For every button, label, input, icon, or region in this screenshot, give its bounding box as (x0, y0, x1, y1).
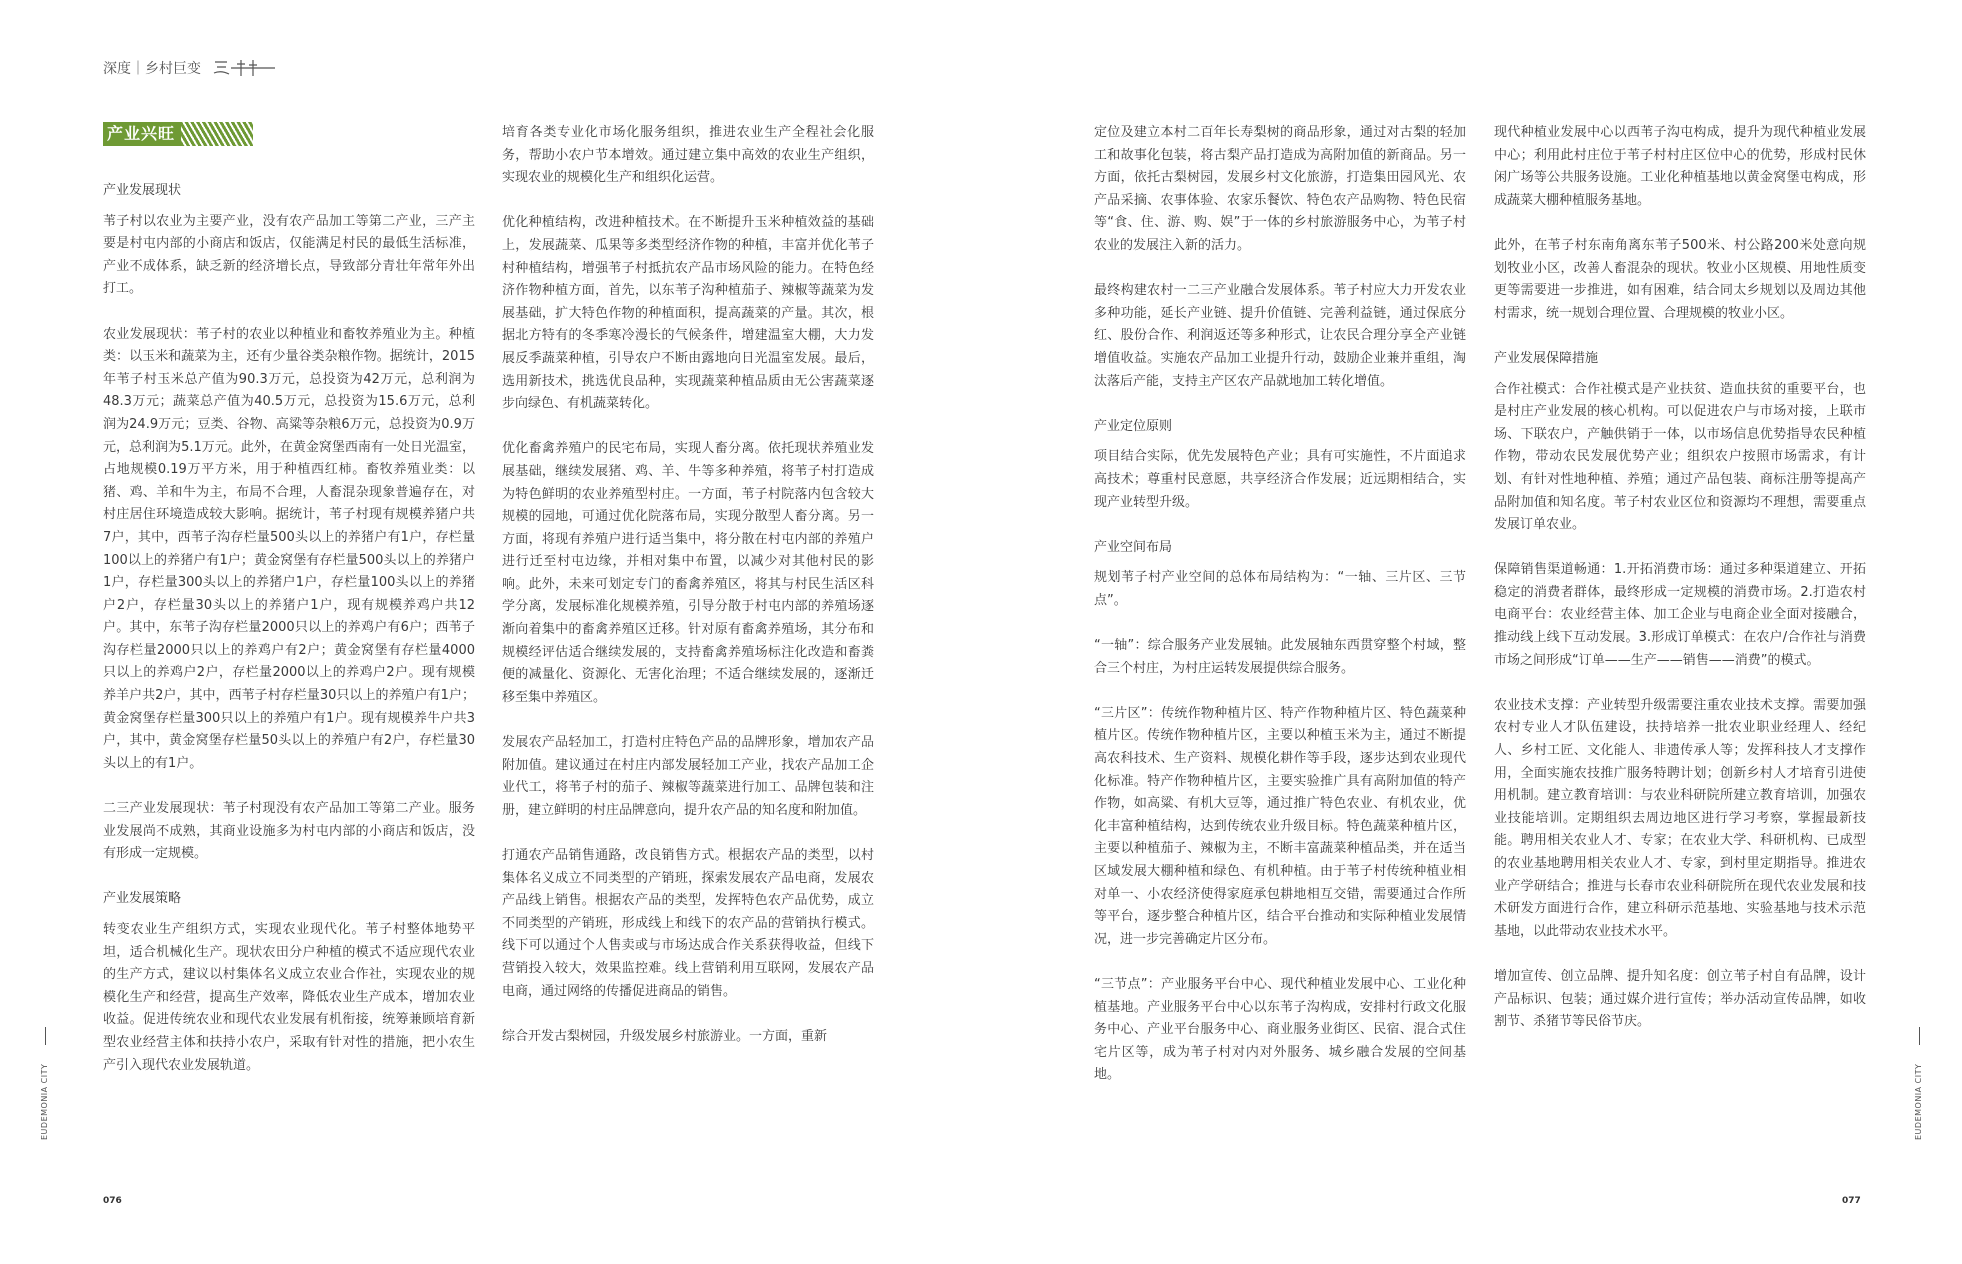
paragraph: 综合开发古梨树园，升级发展乡村旅游业。一方面，重新 (502, 1028, 828, 1044)
side-label-left: EUDEMONIA CITY (40, 1063, 49, 1140)
section-title-stripes (181, 122, 253, 146)
text-column-3 (1094, 122, 1466, 1110)
paragraph: 增加宣传、创立品牌、提升知名度：创立苇子村自有品牌，设计产品标识、包装；通过媒介进行宣传；举办活动宣传品牌，如收割节、杀猪节等民俗节庆。 (1494, 968, 1866, 1030)
subheading: 产业空间布局 (1094, 539, 1173, 555)
paragraph: 规划苇子村产业空间的总体布局结构为：“一轴、三片区、三节点”。 (1094, 570, 1466, 608)
paragraph: 发展农产品轻加工，打造村庄特色产品的品牌形象，增加农产品附加值。建议通过在村庄内部发展轻加工产业，找农产品加工企业代工，将苇子村的茄子、辣椒等蔬菜进行加工、品牌包装和注册，建立鲜明的村庄品牌意向，提升农产品的知名度和附加值。 (502, 735, 874, 818)
header-label: 深度｜乡村巨变 (103, 61, 201, 77)
margin-tick-left (45, 1027, 46, 1045)
page-number-right: 077 (1842, 1196, 1861, 1206)
paragraph: 转变农业生产组织方式，实现农业现代化。苇子村整体地势平坦，适合机械化生产。现状农田分户种植的模式不适应现代农业的生产方式，建议以村集体名义成立农业合作社，实现农业的规模化生产和经营，提高生产效率，降低农业生产成本，增加农业收益。促进传统农业和现代农业发展有机衔接，统筹兼顾培育新型农业经营主体和扶持小农户，采取有针对性的措施，把小农生产引入现代农业发展轨道。 (103, 922, 475, 1073)
paragraph: “一轴”：综合服务产业发展轴。此发展轴东西贯穿整个村域，整合三个村庄，为村庄运转发展提供综合服务。 (1094, 638, 1466, 676)
text-column-2 (502, 122, 874, 1071)
section-title-bar (103, 122, 253, 146)
subheading: 产业发展保障措施 (1494, 350, 1599, 366)
paragraph: 最终构建农村一二三产业融合发展体系。苇子村应大力开发农业多种功能，延长产业链、提升价值链、完善利益链，通过保底分红、股份合作、利润返还等多种形式，让农民合理分享全产业链增值收益。实施农产品加工业提升行动，鼓励企业兼并重组，淘汰落后产能，支持主产区农产品就地加工转化增值。 (1094, 283, 1466, 389)
subheading: 产业定位原则 (1094, 418, 1173, 434)
paragraph: 培育各类专业化市场化服务组织，推进农业生产全程社会化服务，帮助小农户节本增效。通过建立集中高效的农业生产组织，实现农业的规模化生产和组织化运营。 (502, 125, 874, 186)
paragraph: 定位及建立本村二百年长寿梨树的商品形象，通过对古梨的轻加工和故事化包装，将古梨产品打造成为高附加值的新商品。另一方面，依托古梨树园，发展乡村文化旅游，打造集田园风光、农产品采摘、农事体验、农家乐餐饮、特色农产品购物、特色民宿等“食、住、游、购、娱”于一体的乡村旅游服务中心，为苇子村农业的发展注入新的活力。 (1094, 125, 1466, 253)
paragraph: 合作社模式：合作社模式是产业扶贫、造血扶贫的重要平台，也是村庄产业发展的核心机构。可以促进农户与市场对接，上联市场、下联农户，产触供销于一体，以市场信息优势指导农民种植作物，带动农民发展优势产业；组织农户按照市场需求，有计划、有针对性地种植、养殖；通过产品包装、商标注册等提高产品附加值和知名度。苇子村农业区位和资源均不理想，需要重点发展订单农业。 (1494, 381, 1866, 533)
page-number-left: 076 (103, 1196, 122, 1206)
paragraph: 优化种植结构，改进种植技术。在不断提升玉米种植效益的基础上，发展蔬菜、瓜果等多类型经济作物的种植，丰富并优化苇子村种植结构，增强苇子村抵抗农产品市场风险的能力。在特色经济作物种植方面，首先，以东苇子沟种植茄子、辣椒等蔬菜为发展基础，扩大特色作物的种植面积，提高蔬菜的产量。其次，根据北方特有的冬季寒冷漫长的气候条件，增建温室大棚，大力发展反季蔬菜种植，引导农户不断由露地向日光温室发展。最后，选用新技术，挑选优良品种，实现蔬菜种植品质由无公害蔬菜逐步向绿色、有机蔬菜转化。 (502, 215, 874, 412)
paragraph: 保障销售渠道畅通：1.开拓消费市场：通过多种渠道建立、开拓稳定的消费者群体，最终形成一定规模的消费市场。2.打造农村电商平台：农业经营主体、加工企业与电商企业全面对接融合，推动线上线下互动发展。3.形成订单模式：在农户/合作社与消费市场之间形成“订单——生产——销售——消费”的模式。 (1494, 562, 1866, 668)
text-column-1 (103, 180, 475, 1100)
paragraph: “三片区”：传统作物种植片区、特产作物种植片区、特色蔬菜种植片区。传统作物种植片区，主要以种植玉米为主，通过不断提高农科技术、生产资料、规模化耕作等手段，逐步达到农业现代化标准。特产作物种植片区，主要实验推广具有高附加值的特产作物，如高粱、有机大豆等，通过推广特色农业、有机农业，优化丰富种植结构，达到传统农业升级目标。特色蔬菜种植片区，主要以种植茄子、辣椒为主，不断丰富蔬菜种植品类，并在适当区域发展大棚种植和绿色、有机种植。由于苇子村传统种植业相对单一、小农经济使得家庭承包耕地相互交错，需要通过合作所等平台，逐步整合种植片区，结合平台推动和实际种植业发展情况，进一步完善确定片区分布。 (1094, 705, 1466, 947)
paragraph: 现代种植业发展中心以西苇子沟屯构成，提升为现代种植业发展中心；利用此村庄位于苇子村村庄区位中心的优势，形成村民休闲广场等公共服务设施。工业化种植基地以黄金窝堡屯构成，形成蔬菜大棚种植服务基地。 (1494, 125, 1866, 208)
subheading: 产业发展策略 (103, 891, 182, 907)
paragraph: 项目结合实际，优先发展特色产业；具有可实施性，不片面追求高技术；尊重村民意愿，共享经济合作发展；近远期相结合，实现产业转型升级。 (1094, 449, 1466, 510)
paragraph: 二三产业发展现状：苇子村现没有农产品加工等第二产业。服务业发展尚不成熟，其商业设施多为村屯内部的小商店和饭店，没有形成一定规模。 (103, 801, 475, 862)
paragraph: “三节点”：产业服务平台中心、现代种植业发展中心、工业化种植基地。产业服务平台中心以东苇子沟构成，安排村行政文化服务中心、产业平台服务中心、商业服务业街区、民宿、混合式住宅片区等，成为苇子村对内对外服务、城乡融合发展的空间基地。 (1094, 976, 1466, 1083)
paragraph: 农业技术支撑：产业转型升级需要注重农业技术支撑。需要加强农村专业人才队伍建设，扶持培养一批农业职业经理人、经纪人、乡村工匠、文化能人、非遗传承人等；发挥科技人才支撑作用，全面实施农技推广服务特聘计划；创新乡村人才培育引进使用机制。建立教育培训：与农业科研院所建立教育培训，加强农业技能培训。定期组织去周边地区进行学习考察，掌握最新技能。聘用相关农业人才、专家；在农业大学、科研机构、已成型的农业基地聘用相关农业人才、专家，到村里定期指导。推进农业产学研结合；推进与长春市农业科研院所在现代农业发展和技术研发方面进行合作，建立科研示范基地、实验基地与技术示范基地，以此带动农业技术水平。 (1494, 697, 1866, 939)
subheading: 产业发展现状 (103, 183, 182, 198)
paragraph: 优化畜禽养殖户的民宅布局，实现人畜分离。依托现状养殖业发展基础，继续发展猪、鸡、羊、牛等多种养殖，将苇子村打造成为特色鲜明的农业养殖型村庄。一方面，苇子村院落内包含较大规模的园地，可通过优化院落布局，实现分散型人畜分离。另一方面，将现有养殖户进行适当集中，将分散在村屯内部的养殖户进行迁至村屯边缘，并相对集中布置，以减少对其他村民的影响。此外，未来可划定专门的畜禽养殖区，将其与村民生活区科学分离，发展标准化规模养殖，引导分散于村屯内部的养殖场逐渐向着集中的畜禽养殖区迁移。针对原有畜禽养殖场，其分布和规模经评估适合继续发展的，支持畜禽养殖场标注化改造和畜粪便的减量化、资源化、无害化治理；不适合继续发展的，逐渐迁移至集中养殖区。 (502, 441, 874, 705)
side-label-right: EUDEMONIA CITY (1914, 1063, 1923, 1140)
section-title: 产业兴旺 (103, 122, 181, 146)
paragraph: 此外，在苇子村东南角离东苇子500米、村公路200米处意向规划牧业小区，改善人畜混杂的现状。牧业小区规模、用地性质变更等需要进一步推进，如有困难，结合同太乡规划以及周边其他村需求，统一规划合理位置、合理规模的牧业小区。 (1494, 237, 1866, 321)
paragraph: 打通农产品销售通路，改良销售方式。根据农产品的类型，以村集体名义成立不同类型的产销班，探索发展农产品电商，发展农产品线上销售。根据农产品的类型，发挥特色农产品优势，成立不同类型的产销班，形成线上和线下的农产品的营销执行模式。线下可以通过个人售卖或与市场达成合作关系获得收益，但线下营销投入较大，效果监控难。线上营销利用互联网，发展农产品电商，通过网络的传播促进商品的销售。 (502, 848, 874, 999)
text-column-4 (1494, 122, 1866, 1056)
running-header (103, 56, 277, 80)
paragraph: 苇子村以农业为主要产业，没有农产品加工等第二产业，三产主要是村屯内部的小商店和饭店，仅能满足村民的最低生活标准，产业不成体系，缺乏新的经济增长点，导致部分青壮年常年外出打工。 (103, 213, 475, 297)
paragraph: 农业发展现状：苇子村的农业以种植业和畜牧养殖业为主。种植类：以玉米和蔬菜为主，还有少量谷类杂粮作物。据统计，2015年苇子村玉米总产值为90.3万元，总投资为42万元，总利润为48.3万元；蔬菜总产值为40.5万元，总投资为15.6万元，总利润为24.9万元；豆类、谷物、高粱等杂粮6万元，总投资为0.9万元，总利润为5.1万元。此外，在黄金窝堡西南有一处日光温室，占地规模0.19万平方米，用于种植西红柿。畜牧养殖业类：以猪、鸡、羊和牛为主，布局不合理，人畜混杂现象普遍存在，对村庄居住环境造成较大影响。据统计，苇子村现有规模养猪户共7户，其中，西苇子沟存栏量500头以上的养猪户有1户，存栏量100以上的养猪户有1户；黄金窝堡有存栏量500头以上的养猪户1户，存栏量300头以上的养猪户1户，存栏量100头以上的养猪户2户，存栏量30头以上的养猪户1户，现有规模养鸡户共12户。其中，东苇子沟存栏量2000只以上的养鸡户有6户；西苇子沟存栏量2000只以上的养鸡户有2户；黄金窝堡有存栏量4000只以上的养鸡户2户，存栏量2000以上的养鸡户2户。现有规模养羊户共2户，其中，西苇子村存栏量30只以上的养殖户有1户；黄金窝堡存栏量300只以上的养殖户有1户。现有规模养牛户共3户，其中，黄金窝堡存栏量50头以上的养殖户有2户，存栏量30头以上的有1户。 (103, 326, 475, 771)
margin-tick-right (1919, 1027, 1920, 1045)
village-logo-icon (211, 56, 277, 80)
